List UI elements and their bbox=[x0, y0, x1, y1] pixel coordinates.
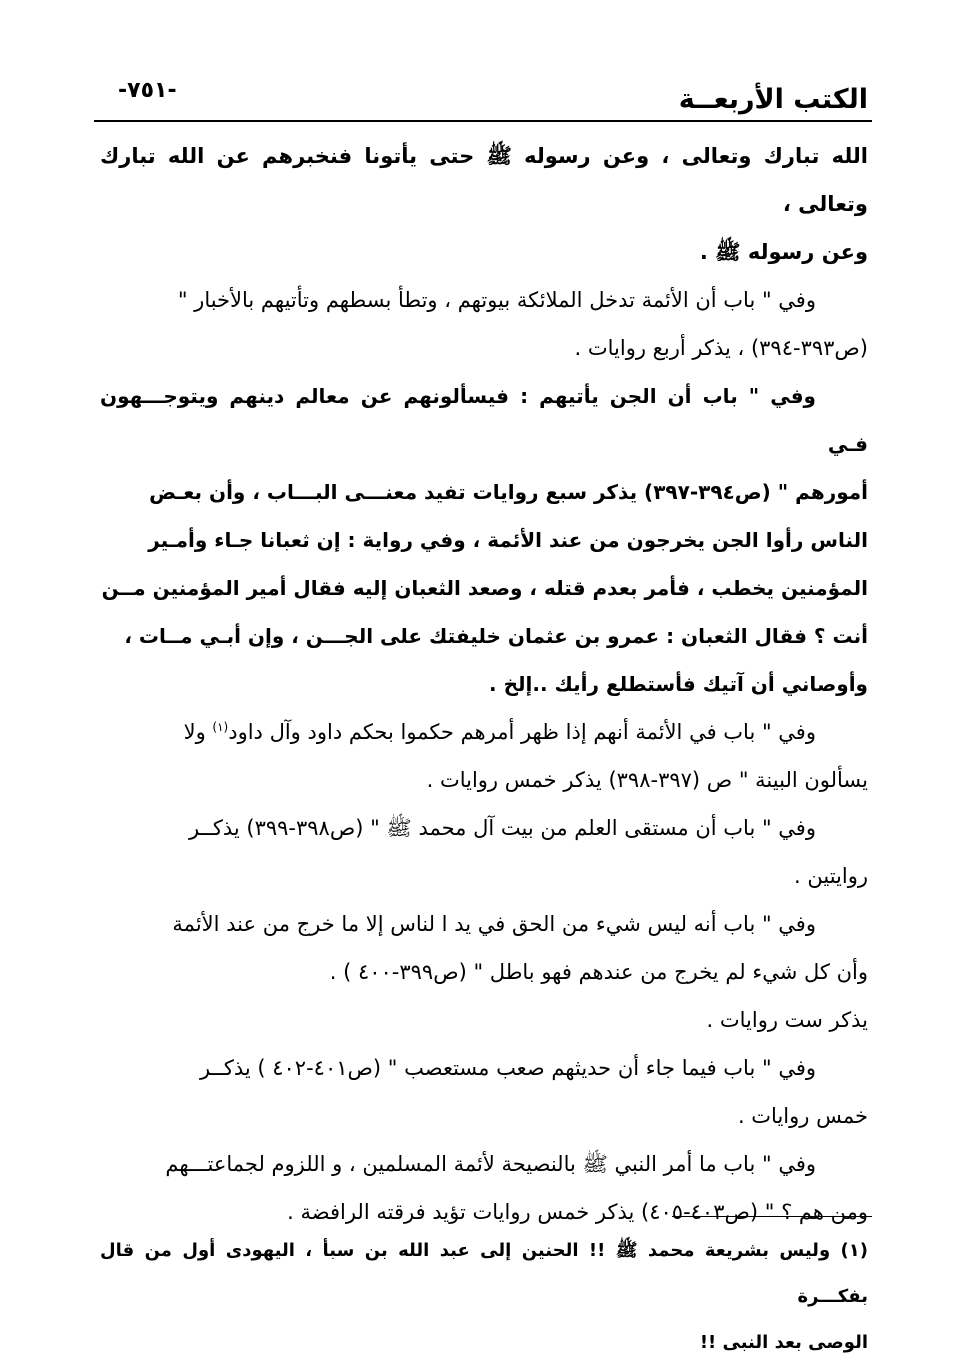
paragraph-line: وفي " باب فيما جاء أن حديثهم صعب مستعصب " (ص٤٠١-٤٠٢ ) يذكــر bbox=[199, 1056, 816, 1080]
paragraph-line: المؤمنين يخطب ، فأمر بعدم قتله ، وصعد الثعبان إليه فقال أمير المؤمنين مــن bbox=[101, 576, 868, 600]
footnote-line: الوصى بعد النبى !! bbox=[699, 1332, 868, 1353]
paragraph-line: وفي " باب في الأئمة أنهم إذا ظهر أمرهم حكموا بحكم داود وآل داود bbox=[228, 720, 816, 744]
paragraph-line: وأوصاني أن آتيك فأستطلع رأيك ..إلخ . bbox=[489, 672, 868, 696]
paragraph-line: وفي " باب ما أمر النبي ﷺ بالنصيحة لأئمة المسلمين ، و اللزوم لجماعتـــهم bbox=[165, 1152, 816, 1176]
paragraph-2 bbox=[100, 276, 868, 372]
header-divider bbox=[94, 120, 872, 122]
paragraph-line: يذكر ست روايات . bbox=[706, 1008, 868, 1032]
paragraph-line: خمس روايات . bbox=[737, 1104, 868, 1128]
paragraph-4 bbox=[100, 708, 868, 804]
paragraph-3 bbox=[100, 372, 868, 708]
paragraph-line: وفي " باب أن الأئمة تدخل الملائكة بيوتهم ، وتطأ بسطهم وتأتيهم بالأخبار " bbox=[177, 288, 816, 312]
footnote bbox=[100, 1228, 868, 1366]
paragraph-line: وأن كل شيء لم يخرج من عندهم فهو باطل " (ص٣٩٩-٤٠٠ ) . bbox=[329, 960, 868, 984]
paragraph-line: أنت ؟ فقال الثعبان : عمرو بن عثمان خليفتك على الجـــن ، وإن أبـي مــات ، bbox=[124, 624, 868, 648]
paragraph-line: الناس رأوا الجن يخرجون من عند الأئمة ، وفي رواية : إن ثعبانا جـاء وأمـير bbox=[148, 528, 868, 552]
paragraph-line: ومن هم ؟ " (ص٤٠٣-٤٠٥) يذكر خمس روايات تؤيد فرقته الرافضة . bbox=[287, 1200, 868, 1224]
paragraph-line: الله تبارك وتعالى ، وعن رسوله ﷺ حتى يأتونا فنخبرهم عن الله تبارك وتعالى ، bbox=[100, 144, 868, 216]
paragraph-line: يسألون البينة " ص (٣٩٧-٣٩٨) يذكر خمس روايات . bbox=[426, 768, 868, 792]
paragraph-6 bbox=[100, 900, 868, 1044]
paragraph-line: وفي " باب أن الجن يأتيهم : فيسألونهم عن معالم دينهم ويتوجـــهون فـي bbox=[100, 384, 868, 456]
body-text bbox=[100, 132, 868, 1236]
running-header-title: الكتب الأربعــة bbox=[678, 84, 868, 115]
paragraph-1 bbox=[100, 132, 868, 276]
footnote-marker[interactable]: (١) bbox=[212, 720, 229, 734]
paragraph-line: وفي " باب أنه ليس شيء من الحق في يد ا لناس إلا ما خرج من عند الأئمة bbox=[172, 912, 816, 936]
paragraph-line: وفي " باب أن مستقى العلم من بيت آل محمد ﷺ " (ص٣٩٨-٣٩٩) يذكــر bbox=[188, 816, 816, 840]
paragraph-line: روايتين . bbox=[794, 864, 868, 888]
paragraph-8 bbox=[100, 1140, 868, 1236]
paragraph-line: أمورهم " (ص٣٩٤-٣٩٧) يذكر سبع روايات تفيد معنـــى البـــاب ، وأن بعـض bbox=[149, 480, 868, 504]
footnote-divider bbox=[672, 1216, 872, 1217]
paragraph-5 bbox=[100, 804, 868, 900]
paragraph-line: ولا bbox=[183, 720, 213, 744]
paragraph-line: (ص٣٩٣-٣٩٤) ، يذكر أربع روايات . bbox=[574, 336, 868, 360]
paragraph-7 bbox=[100, 1044, 868, 1140]
paragraph-line: وعن رسوله ﷺ . bbox=[699, 240, 868, 264]
footnote-line: (١) وليس بشريعة محمد ﷺ !! الحنين إلى عبد الله بن سبأ ، اليهودى أول من قال بفكـــرة bbox=[100, 1240, 868, 1307]
page-number: -٧٥١- bbox=[118, 78, 177, 103]
